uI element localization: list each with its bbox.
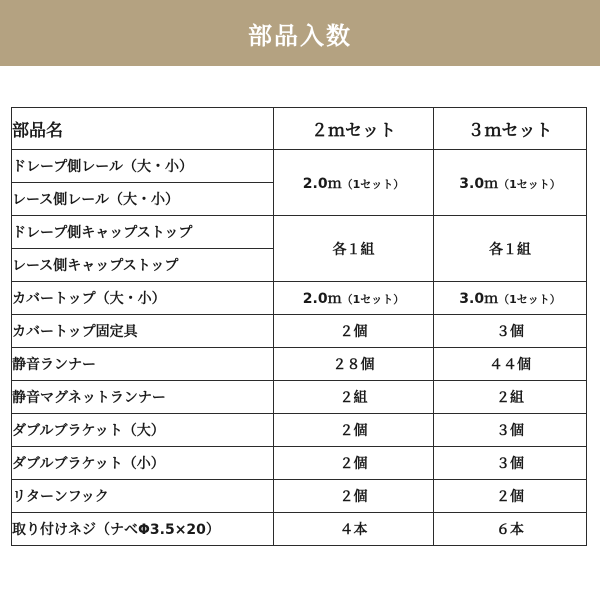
qty-value: 2.0ｍ [302,291,342,307]
table-row [12,216,587,249]
qty-3m-cell: ２組 [434,381,587,414]
qty-note: （1セット） [498,293,561,306]
qty-note: （1セット） [498,177,561,191]
qty-2m-cell: ４本 [274,513,434,546]
qty-2m-cell: ２組 [274,381,434,414]
part-name-cell: 静音ランナー [12,348,274,381]
qty-3m-cell: ３個 [434,315,587,348]
part-name-cell: リターンフック [12,480,274,513]
column-header-3m-set: ３ｍセット [434,108,587,150]
part-name-cell: ドレープ側キャップストップ [12,216,274,249]
qty-value: 3.0ｍ [459,291,499,307]
part-name-cell: レース側レール（大・小） [12,183,274,216]
header-banner [0,0,600,66]
table-row [12,447,587,480]
table-header-row [12,108,587,150]
part-name-cell: カバートップ（大・小） [12,282,274,315]
column-header-2m-set: ２ｍセット [274,108,434,150]
table-row [12,480,587,513]
table-row [12,513,587,546]
qty-2m-cell [274,282,434,315]
table-row [12,150,587,183]
page-title: 部品入数 [248,21,352,50]
table-row [12,348,587,381]
part-name-cell: ダブルブラケット（小） [12,447,274,480]
part-name-cell: 取り付けネジ（ナベΦ3.5×20） [12,513,274,546]
qty-3m-cell [434,150,587,216]
qty-3m-cell: ４４個 [434,348,587,381]
table-row [12,381,587,414]
part-name-cell: ダブルブラケット（大） [12,414,274,447]
part-name-cell: レース側キャップストップ [12,249,274,282]
table-row [12,414,587,447]
qty-3m-cell: 各１組 [434,216,587,282]
qty-3m-cell: ６本 [434,513,587,546]
qty-value: 3.0ｍ [459,175,499,192]
qty-2m-cell: ２個 [274,447,434,480]
table-row [12,315,587,348]
qty-2m-cell: 各１組 [274,216,434,282]
qty-2m-cell: ２個 [274,414,434,447]
qty-3m-cell: ３個 [434,414,587,447]
qty-2m-cell: ２個 [274,315,434,348]
qty-2m-cell: ２個 [274,480,434,513]
qty-value: 2.0ｍ [302,175,342,192]
qty-note: （1セット） [341,293,405,306]
part-name-cell: ドレープ側レール（大・小） [12,150,274,183]
parts-table [11,107,587,546]
qty-3m-cell: ３個 [434,447,587,480]
part-name-cell: 静音マグネットランナー [12,381,274,414]
qty-3m-cell: ２個 [434,480,587,513]
part-name-cell: カバートップ固定具 [12,315,274,348]
qty-2m-cell: ２８個 [274,348,434,381]
qty-2m-cell [274,150,434,216]
qty-3m-cell [434,282,587,315]
table-row [12,282,587,315]
column-header-part-name: 部品名 [12,108,274,150]
qty-note: （1セット） [341,177,405,191]
